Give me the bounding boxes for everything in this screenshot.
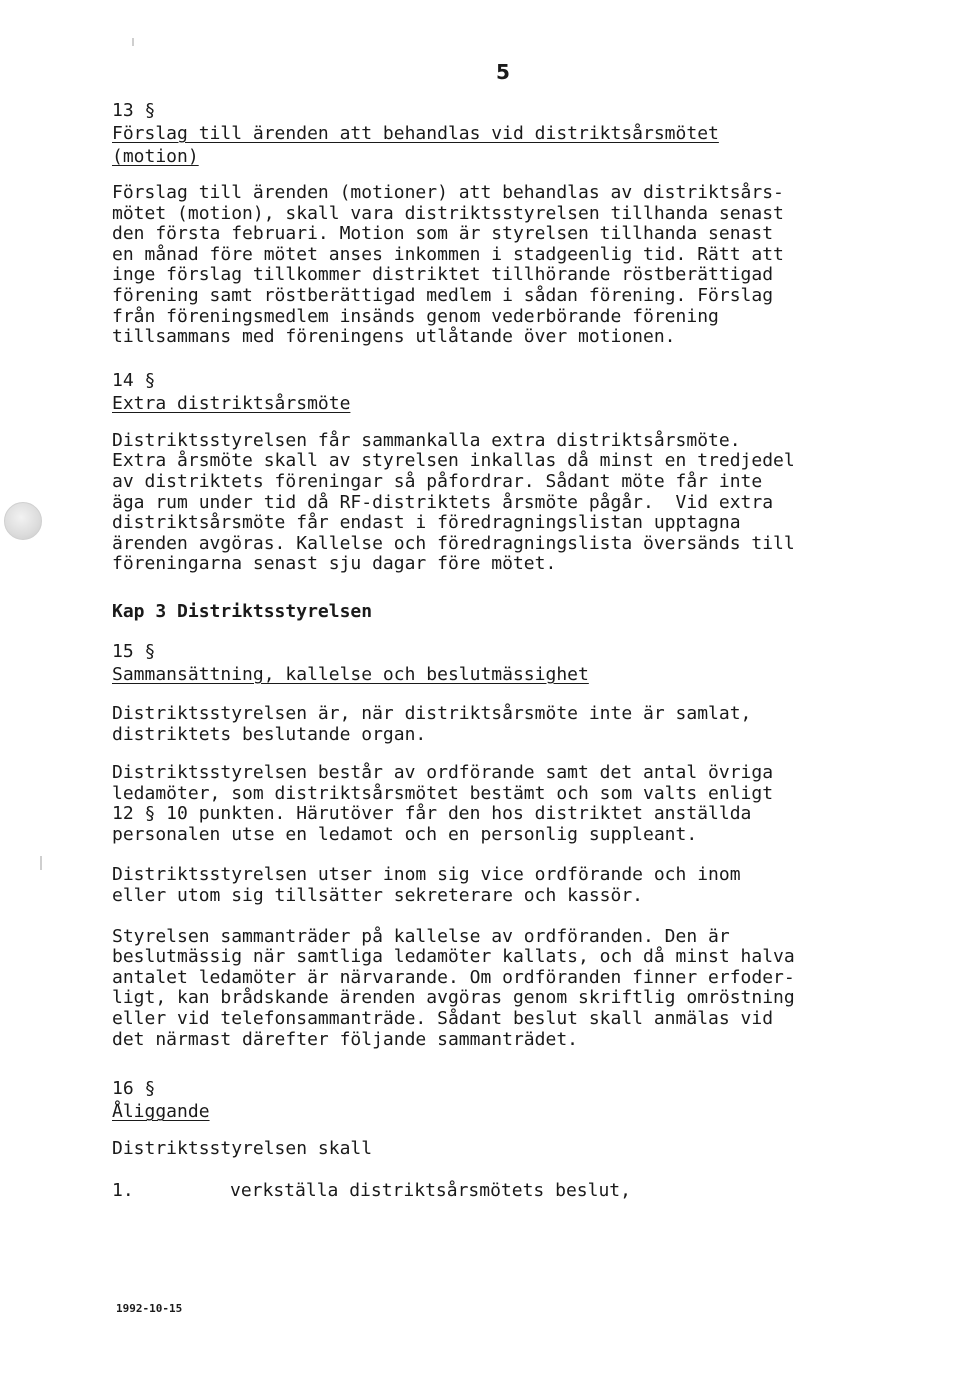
section-number: 13 § xyxy=(112,100,156,121)
section-paragraph: Distriktsstyrelsen skall xyxy=(112,1138,373,1160)
list-item-number: 1. xyxy=(112,1179,134,1201)
section-paragraph: Distriktsstyrelsen får sammankalla extra distriktsårsmöte. Extra årsmöte skall av styrelsen inkallas då minst en tredjedel av distriktets föreningar så påfordrar. Sådant möte får inte äga rum under tid då RF-distriktets årsmöte pågår. Vid extra distriktsårsmöte får endast i föredragningslistan upptagna ärenden avgöras. Kallelse och föredragningslista översänds till föreningarna senast sju dagar före mötet. xyxy=(112,429,795,575)
chapter-heading: Kap 3 Distriktsstyrelsen xyxy=(112,600,373,622)
section-number: 14 § xyxy=(112,369,156,391)
section-15 xyxy=(112,641,912,1050)
list-item xyxy=(112,1180,912,1202)
section-paragraph: Distriktsstyrelsen är, när distriktsårsmöte inte är samlat, distriktets beslutande organ. xyxy=(112,702,752,745)
section-16 xyxy=(112,1078,912,1202)
footer-date: 1992-10-15 xyxy=(116,1302,183,1315)
scan-mark xyxy=(132,38,134,46)
punch-hole xyxy=(4,502,42,540)
section-paragraph: Distriktsstyrelsen utser inom sig vice ordförande och inom eller utom sig tillsätter sekreterare och kassör. xyxy=(112,864,741,907)
section-title: Extra distriktsårsmöte xyxy=(112,392,351,414)
section-title-continued: (motion) xyxy=(112,146,199,167)
section-14 xyxy=(112,370,912,575)
section-paragraph: Förslag till ärenden (motioner) att behandlas av distriktsårs- mötet (motion), skall vara distriktsstyrelsen tillhanda senast den första februari. Motion som är styrelsen tillhanda senast en månad före mötet anses inkommen i stadgeenlig tid. Rätt att inge förslag tillkommer distriktet tillhörande röstberättigad förening samt röstberättigad medlem i sådan förening. Förslag från föreningsmedlem insänds genom vederbörande förening tillsammans med föreningens utlåtande över motionen. xyxy=(112,182,784,348)
section-title: Åliggande xyxy=(112,1101,210,1123)
document-body xyxy=(112,100,912,1202)
section-paragraph: Distriktsstyrelsen består av ordförande samt det antal övriga ledamöter, som distriktsårsmötet bestämt och som valts enligt 12 § 10 punkten. Härutöver får den hos distriktet anställda personalen utse en ledamot och en personlig suppleant. xyxy=(112,762,774,845)
section-number: 16 § xyxy=(112,1078,156,1100)
section-paragraph: Styrelsen sammanträder på kallelse av ordföranden. Den är beslutmässig när samtliga ledamöter kallats, och då minst halva antalet ledamöter är närvarande. Om ordföranden finner erfoder- ligt, kan brådskande ärenden avgöras genom skriftlig omröstning eller vid telefonsammanträde. Sådant beslut skall anmälas vid det närmast därefter följande sammanträdet. xyxy=(112,925,795,1050)
scan-mark xyxy=(40,856,42,870)
page-number: 5 xyxy=(496,60,510,84)
list-item-text: verkställa distriktsårsmötets beslut, xyxy=(230,1179,631,1201)
section-number: 15 § xyxy=(112,640,156,662)
section-title: Förslag till ärenden att behandlas vid distriktsårsmötet xyxy=(112,123,719,144)
section-title: Sammansättning, kallelse och beslutmässighet xyxy=(112,663,589,685)
section-13 xyxy=(112,100,912,348)
